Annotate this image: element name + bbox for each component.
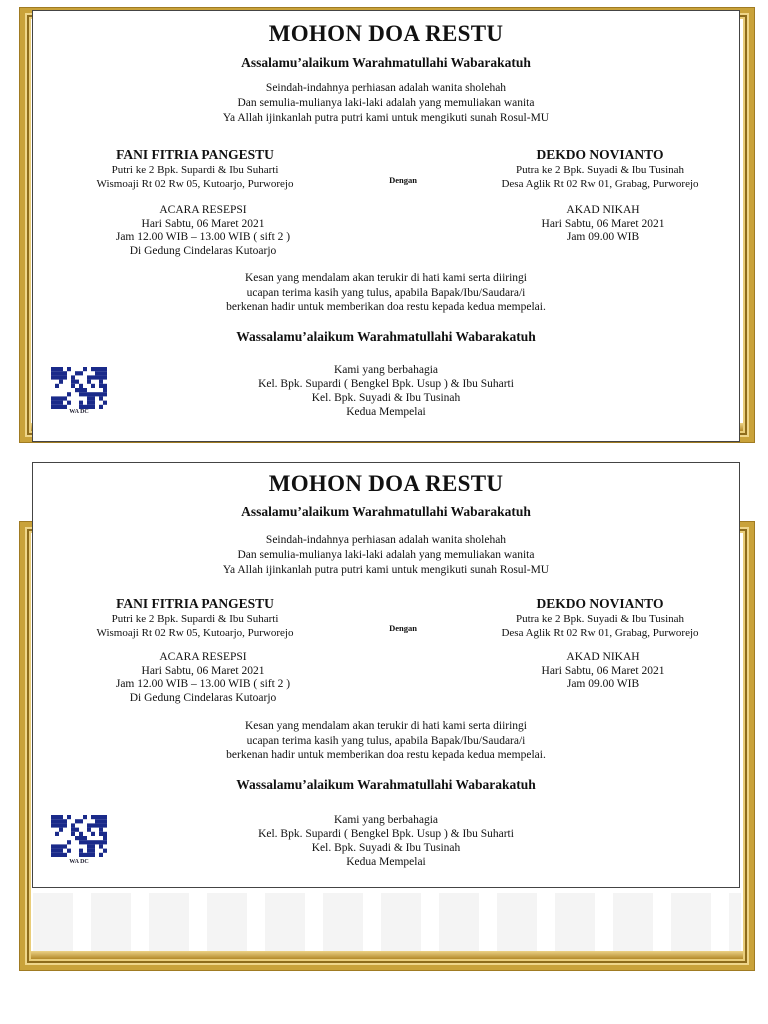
qr-module <box>95 371 99 375</box>
qr-module <box>75 828 79 832</box>
qr-module <box>87 840 91 844</box>
qr-module <box>63 823 67 827</box>
qr-code-icon <box>51 367 107 409</box>
qr-module <box>63 853 67 857</box>
opening-greeting: Assalamu’alaikum Warahmatullahi Wabarakatuh <box>241 55 531 70</box>
qr-module <box>79 836 83 840</box>
groom-address: Desa Aglik Rt 02 Rw 01, Grabag, Purworejo <box>501 178 699 190</box>
qr-module <box>83 388 87 392</box>
qr-module <box>103 367 107 371</box>
closing-greeting: Wassalamu’alaikum Warahmatullahi Wabarakatuh <box>236 329 536 344</box>
verse-line: Dan semulia-mulianya laki-laki adalah yang memuliakan wanita <box>237 549 535 561</box>
qr-module <box>79 384 83 388</box>
qr-module <box>63 375 67 379</box>
akad-time: Jam 09.00 WIB <box>566 678 640 690</box>
groom-block <box>475 595 725 640</box>
qr-module <box>103 832 107 836</box>
bride-parents: Putri ke 2 Bpk. Supardi & Ibu Suharti <box>111 613 279 625</box>
qr-module <box>55 849 59 853</box>
qr-module <box>103 384 107 388</box>
closing-line: Kesan yang mendalam akan terukir di hati kami serta diiringi <box>245 720 527 732</box>
qr-module <box>51 375 55 379</box>
qr-module <box>99 844 103 848</box>
qr-module <box>59 371 63 375</box>
qr-module <box>99 828 103 832</box>
closing-line: ucapan terima kasih yang tulus, apabila Bapak/Ibu/Saudara/i <box>246 734 526 747</box>
family-line: Kel. Bpk. Supardi ( Bengkel Bpk. Usup ) & Ibu Suharti <box>258 378 514 390</box>
family-line: Kel. Bpk. Supardi ( Bengkel Bpk. Usup ) & Ibu Suharti <box>258 828 514 840</box>
qr-module <box>83 367 87 371</box>
verse-line: Seindah-indahnya perhiasan adalah wanita sholehah <box>265 82 507 94</box>
qr-module <box>99 853 103 857</box>
qr-module <box>51 396 55 400</box>
qr-module <box>103 388 107 392</box>
qr-module <box>75 388 79 392</box>
qr-module <box>55 371 59 375</box>
qr-module <box>99 832 103 836</box>
qr-module <box>75 819 79 823</box>
bride-address: Wismoaji Rt 02 Rw 05, Kutoarjo, Purworejo <box>96 178 294 190</box>
qr-module <box>91 375 95 379</box>
qr-module <box>51 849 55 853</box>
qr-module <box>83 840 87 844</box>
qr-module <box>103 823 107 827</box>
frame-pattern <box>33 893 741 955</box>
qr-module <box>83 836 87 840</box>
qr-module <box>103 401 107 405</box>
qr-module <box>55 853 59 857</box>
qr-module <box>99 367 103 371</box>
qr-module <box>99 819 103 823</box>
qr-module <box>87 823 91 827</box>
qr-module <box>87 849 91 853</box>
qr-module <box>55 396 59 400</box>
qr-module <box>87 853 91 857</box>
qr-module <box>103 836 107 840</box>
qr-module <box>83 392 87 396</box>
qr-module <box>59 828 63 832</box>
qr-label: WA DC <box>69 859 89 865</box>
qr-module <box>59 396 63 400</box>
qr-module <box>75 371 79 375</box>
qr-module <box>71 823 75 827</box>
family-block <box>33 363 739 419</box>
qr-module <box>55 844 59 848</box>
reception-block <box>93 204 313 258</box>
qr-module <box>79 392 83 396</box>
qr-module <box>55 401 59 405</box>
closing-line: berkenan hadir untuk memberikan doa restu kepada kedua mempelai. <box>226 301 546 313</box>
qr-code-icon <box>51 815 107 857</box>
qr-module <box>99 815 103 819</box>
qr-module <box>87 844 91 848</box>
qr-module <box>91 384 95 388</box>
qr-module <box>55 823 59 827</box>
qr-module <box>67 401 71 405</box>
akad-block <box>503 204 703 245</box>
qr-module <box>91 853 95 857</box>
qr-module <box>71 832 75 836</box>
qr-module <box>91 392 95 396</box>
qr-module <box>67 849 71 853</box>
qr-module <box>99 371 103 375</box>
qr-module <box>67 815 71 819</box>
qr-module <box>87 828 91 832</box>
qr-module <box>91 401 95 405</box>
qr-module <box>71 828 75 832</box>
closing-line: Kesan yang mendalam akan terukir di hati kami serta diiringi <box>245 272 527 284</box>
qr-module <box>55 832 59 836</box>
qr-module <box>59 367 63 371</box>
closing-line: berkenan hadir untuk memberikan doa restu kepada kedua mempelai. <box>226 749 546 761</box>
invitation-card <box>32 10 740 442</box>
qr-module <box>103 375 107 379</box>
bride-address: Wismoaji Rt 02 Rw 05, Kutoarjo, Purworejo <box>96 627 294 639</box>
qr-module <box>71 384 75 388</box>
qr-module <box>63 371 67 375</box>
qr-module <box>91 823 95 827</box>
qr-module <box>63 396 67 400</box>
akad-date: Hari Sabtu, 06 Maret 2021 <box>541 217 665 230</box>
qr-module <box>103 840 107 844</box>
family-line: Kedua Mempelai <box>346 406 426 418</box>
reception-block <box>93 651 313 705</box>
verse-block <box>33 533 739 578</box>
qr-module <box>59 844 63 848</box>
qr-module <box>51 819 55 823</box>
qr-module <box>103 815 107 819</box>
qr-module <box>59 819 63 823</box>
reception-label: ACARA RESEPSI <box>159 204 247 216</box>
qr-module <box>51 815 55 819</box>
qr-module <box>59 401 63 405</box>
qr-module <box>87 375 91 379</box>
qr-module <box>83 853 87 857</box>
qr-module <box>95 815 99 819</box>
closing-block <box>33 271 739 315</box>
qr-module <box>79 388 83 392</box>
family-line: Kami yang berbahagia <box>333 814 439 826</box>
qr-module <box>71 375 75 379</box>
reception-venue: Di Gedung Cindelaras Kutoarjo <box>129 691 277 704</box>
closing-line: ucapan terima kasih yang tulus, apabila Bapak/Ibu/Saudara/i <box>246 286 526 299</box>
qr-module <box>91 367 95 371</box>
qr-module <box>51 844 55 848</box>
qr-module <box>95 823 99 827</box>
qr-module <box>63 844 67 848</box>
qr-module <box>99 840 103 844</box>
qr-module <box>51 853 55 857</box>
qr-module <box>51 823 55 827</box>
groom-address: Desa Aglik Rt 02 Rw 01, Grabag, Purworejo <box>501 627 699 639</box>
qr-module <box>75 836 79 840</box>
qr-module <box>95 375 99 379</box>
qr-module <box>99 823 103 827</box>
bride-block <box>65 146 325 191</box>
qr-module <box>99 380 103 384</box>
akad-label: AKAD NIKAH <box>566 651 640 663</box>
reception-label: ACARA RESEPSI <box>159 651 247 663</box>
qr-module <box>103 819 107 823</box>
qr-module <box>59 375 63 379</box>
qr-module <box>67 840 71 844</box>
card-title: MOHON DOA RESTU <box>268 21 504 46</box>
verse-block <box>33 81 739 126</box>
verse-line: Dan semulia-mulianya laki-laki adalah yang memuliakan wanita <box>237 97 535 109</box>
qr-module <box>99 392 103 396</box>
qr-module <box>103 849 107 853</box>
qr-module <box>95 392 99 396</box>
family-block <box>33 813 739 869</box>
qr-module <box>79 853 83 857</box>
frame-bottom-band <box>31 951 743 959</box>
akad-time: Jam 09.00 WIB <box>566 231 640 243</box>
qr-module <box>99 384 103 388</box>
qr-module <box>79 840 83 844</box>
qr-module <box>103 392 107 396</box>
bride-name: FANI FITRIA PANGESTU <box>116 596 274 611</box>
qr-module <box>59 823 63 827</box>
reception-time: Jam 12.00 WIB – 13.00 WIB ( sift 2 ) <box>115 231 291 243</box>
closing-block <box>33 719 739 763</box>
qr-module <box>55 367 59 371</box>
qr-module <box>99 375 103 379</box>
qr-module <box>99 396 103 400</box>
verse-line: Ya Allah ijinkanlah putra putri kami untuk mengikuti sunah Rosul-MU <box>222 564 550 576</box>
qr-module <box>71 380 75 384</box>
qr-module <box>55 375 59 379</box>
qr-module <box>87 401 91 405</box>
qr-module <box>75 380 79 384</box>
qr-module <box>67 367 71 371</box>
invitation-card <box>32 462 740 888</box>
qr-module <box>67 392 71 396</box>
bride-block <box>65 595 325 640</box>
qr-module <box>59 853 63 857</box>
family-line: Kedua Mempelai <box>346 856 426 868</box>
reception-date: Hari Sabtu, 06 Maret 2021 <box>141 664 265 677</box>
bride-parents: Putri ke 2 Bpk. Supardi & Ibu Suharti <box>111 164 279 176</box>
akad-block <box>503 651 703 692</box>
groom-name: DEKDO NOVIANTO <box>536 596 664 611</box>
qr-module <box>91 815 95 819</box>
qr-module <box>91 396 95 400</box>
qr-module <box>103 371 107 375</box>
qr-module <box>91 849 95 853</box>
qr-module <box>79 371 83 375</box>
qr-module <box>51 401 55 405</box>
qr-module <box>91 844 95 848</box>
connector-text: Dengan <box>389 175 417 185</box>
closing-greeting: Wassalamu’alaikum Warahmatullahi Wabarakatuh <box>236 777 536 792</box>
qr-module <box>55 819 59 823</box>
qr-module <box>95 819 99 823</box>
akad-date: Hari Sabtu, 06 Maret 2021 <box>541 664 665 677</box>
family-line: Kel. Bpk. Suyadi & Ibu Tusinah <box>311 392 461 404</box>
qr-module <box>79 819 83 823</box>
groom-parents: Putra ke 2 Bpk. Suyadi & Ibu Tusinah <box>515 164 685 176</box>
qr-module <box>95 367 99 371</box>
qr-module <box>87 380 91 384</box>
opening-greeting: Assalamu’alaikum Warahmatullahi Wabarakatuh <box>241 504 531 519</box>
qr-module <box>79 832 83 836</box>
qr-module <box>59 849 63 853</box>
groom-name: DEKDO NOVIANTO <box>536 147 664 162</box>
qr-label: WA DC <box>69 409 89 415</box>
card-title: MOHON DOA RESTU <box>268 471 504 496</box>
family-line: Kami yang berbahagia <box>333 364 439 376</box>
qr-module <box>55 384 59 388</box>
qr-module <box>91 840 95 844</box>
qr-module <box>83 815 87 819</box>
verse-line: Ya Allah ijinkanlah putra putri kami untuk mengikuti sunah Rosul-MU <box>222 112 550 124</box>
qr-module <box>59 815 63 819</box>
qr-module <box>51 367 55 371</box>
reception-venue: Di Gedung Cindelaras Kutoarjo <box>129 244 277 257</box>
qr-module <box>51 371 55 375</box>
groom-parents: Putra ke 2 Bpk. Suyadi & Ibu Tusinah <box>515 613 685 625</box>
groom-block <box>475 146 725 191</box>
reception-time: Jam 12.00 WIB – 13.00 WIB ( sift 2 ) <box>115 678 291 690</box>
qr-module <box>87 396 91 400</box>
bride-name: FANI FITRIA PANGESTU <box>116 147 274 162</box>
qr-module <box>95 840 99 844</box>
qr-module <box>87 392 91 396</box>
family-line: Kel. Bpk. Suyadi & Ibu Tusinah <box>311 842 461 854</box>
qr-module <box>79 849 83 853</box>
connector-text: Dengan <box>389 623 417 633</box>
akad-label: AKAD NIKAH <box>566 204 640 216</box>
reception-date: Hari Sabtu, 06 Maret 2021 <box>141 217 265 230</box>
qr-module <box>55 815 59 819</box>
qr-module <box>63 819 67 823</box>
qr-module <box>59 380 63 384</box>
qr-module <box>91 832 95 836</box>
verse-line: Seindah-indahnya perhiasan adalah wanita sholehah <box>265 534 507 546</box>
qr-module <box>79 401 83 405</box>
